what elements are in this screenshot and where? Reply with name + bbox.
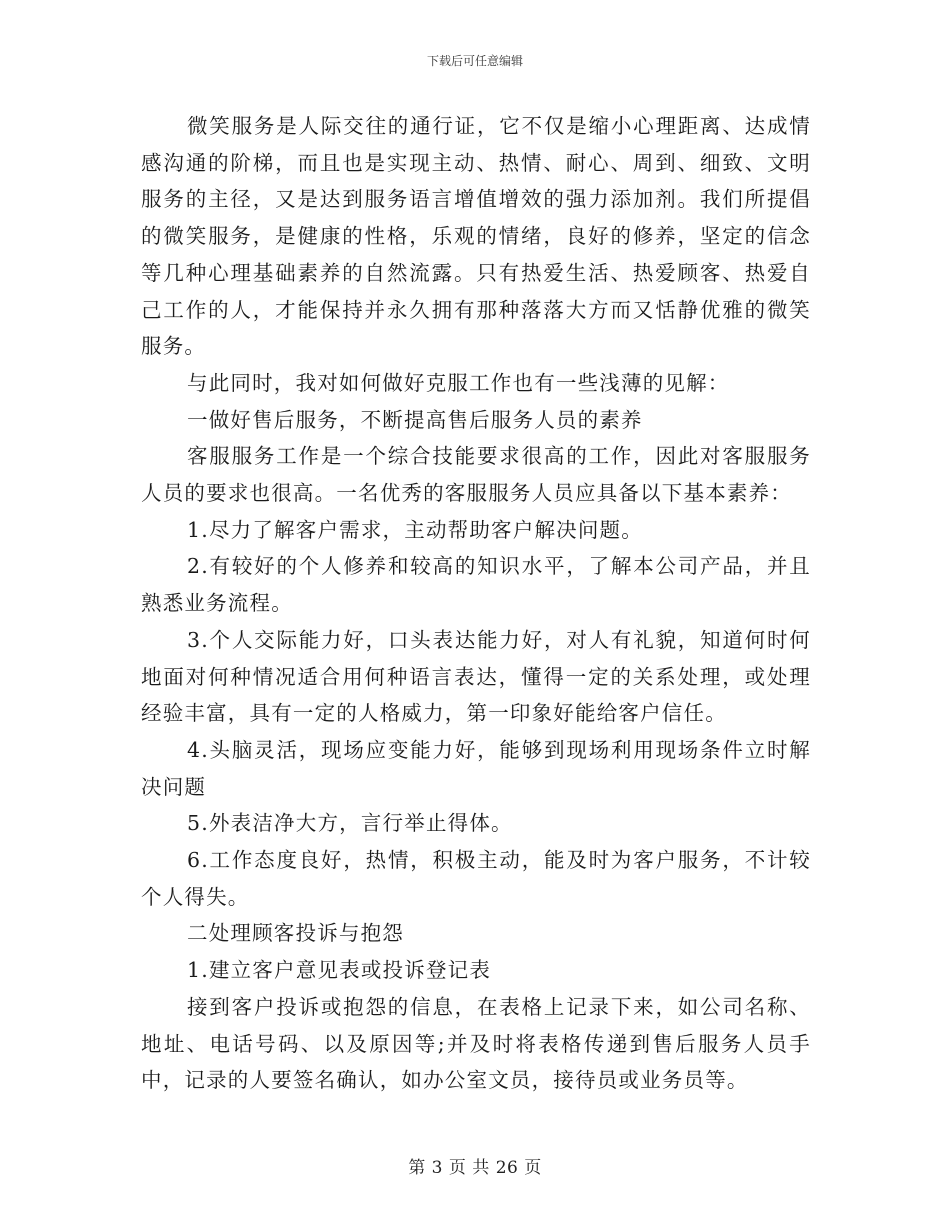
list-item-2: 2.有较好的个人修养和较高的知识水平，了解本公司产品，并且熟悉业务流程。 (141, 554, 811, 616)
paragraph-service-requirements: 客服服务工作是一个综合技能要求很高的工作，因此对客服服务人员的要求也很高。一名优秀的客服服务人员应具备以下基本素养： (141, 444, 811, 506)
section-heading-after-sales: 一做好售后服务，不断提高售后服务人员的素养 (187, 407, 643, 432)
paragraph-smile-service: 微笑服务是人际交往的通行证，它不仅是缩小心理距离、达成情感沟通的阶梯，而且也是实现主动、热情、耐心、周到、细致、文明服务的主径，又是达到服务语言增值增效的强力添加剂。我们所提倡的微笑服务，是健康的性格，乐观的情绪，良好的修养，坚定的信念等几种心理基础素养的自然流露。只有热爱生活、热爱顾客、热爱自己工作的人，才能保持并永久拥有那种落落大方而又恬静优雅的微笑服务。 (141, 114, 811, 359)
page-header: 下载后可任意编辑 (426, 54, 523, 68)
paragraph-opinion-intro: 与此同时，我对如何做好克服工作也有一些浅薄的见解： (187, 370, 730, 395)
list-item-3: 3.个人交际能力好，口头表达能力好，对人有礼貌，知道何时何地面对何种情况适合用何种语言表达，懂得一定的关系处理，或处理经验丰富，具有一定的人格威力，第一印象好能给客户信任。 (141, 627, 811, 726)
paragraph-complaint-handling: 接到客户投诉或抱怨的信息，在表格上记录下来，如公司名称、地址、电话号码、以及原因等;并及时将表格传递到售后服务人员手中，记录的人要签名确认，如办公室文员，接待员或业务员等。 (141, 994, 811, 1093)
page-number: 第 3 页 共 26 页 (408, 1158, 542, 1178)
list-item-1: 1.尽力了解客户需求，主动帮助客户解决问题。 (187, 517, 643, 542)
section-heading-complaints: 二处理顾客投诉与抱怨 (187, 921, 404, 946)
subheading-complaint-form: 1.建立客户意见表或投诉登记表 (187, 958, 492, 983)
document-body (141, 108, 811, 1099)
list-item-6: 6.工作态度良好，热情，积极主动，能及时为客户服务，不计较个人得失。 (141, 848, 811, 909)
list-item-5: 5.外表洁净大方，言行举止得体。 (187, 811, 513, 836)
list-item-4: 4.头脑灵活，现场应变能力好，能够到现场利用现场条件立时解决问题 (141, 737, 811, 799)
